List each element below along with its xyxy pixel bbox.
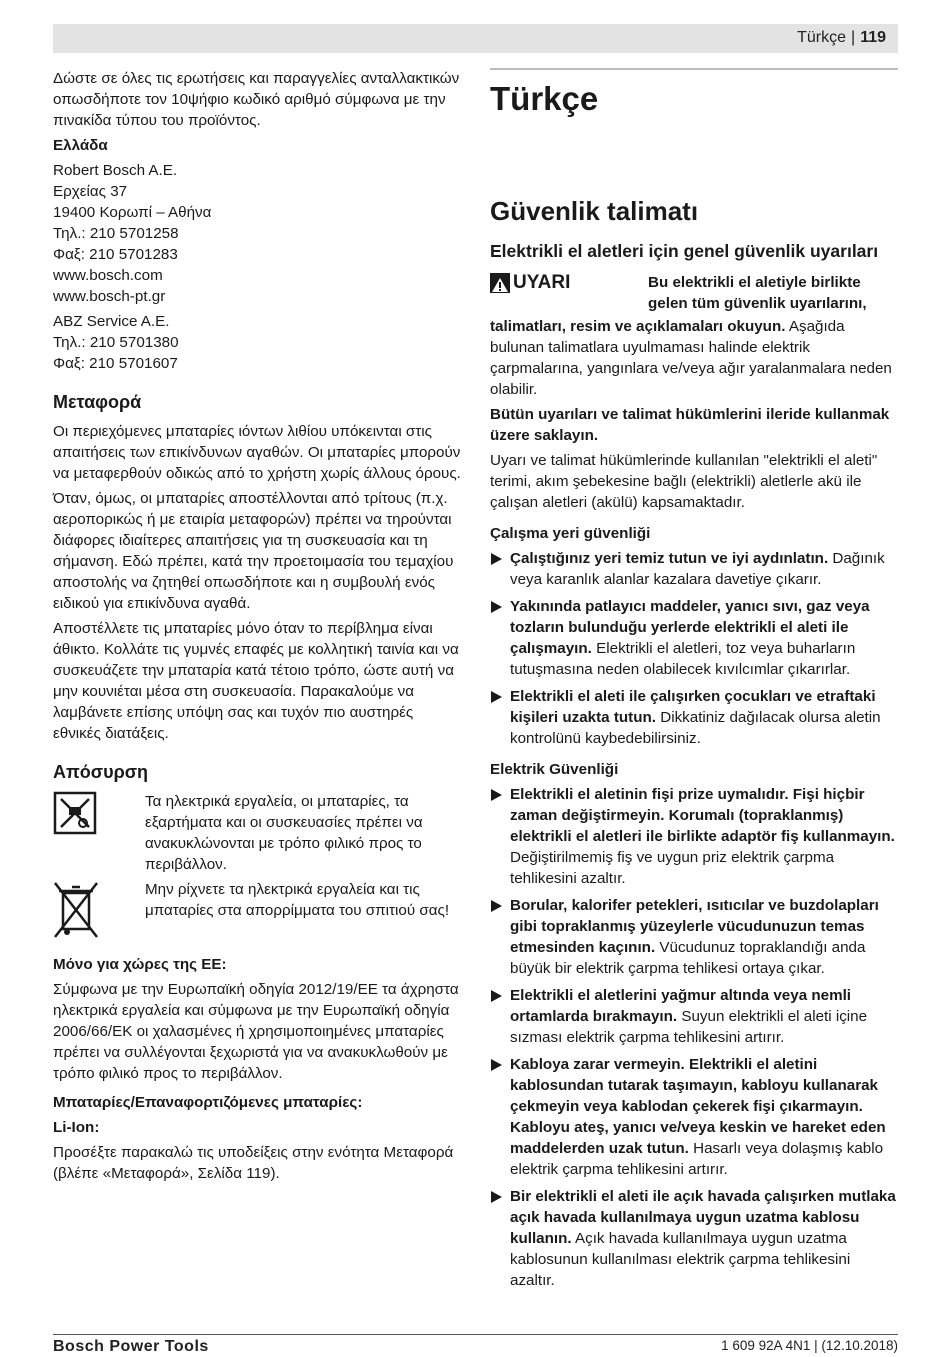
disposal-row — [53, 879, 461, 946]
batteries-heading: Μπαταρίες/Επαναφορτιζόμενες μπαταρίες: — [53, 1094, 363, 1111]
page-header — [53, 24, 898, 53]
address-line: Robert Bosch A.E. — [53, 162, 178, 179]
address-line: Ερχείας 37 — [53, 183, 128, 200]
language-title: Türkçe — [490, 80, 599, 117]
address-line: Τηλ.: 210 5701380 — [53, 334, 179, 351]
country-heading: Ελλάδα — [53, 137, 108, 154]
disposal-row — [53, 791, 461, 875]
bullet-item — [490, 784, 898, 889]
warning-word: UYARI — [513, 272, 571, 293]
main-title: Güvenlik talimatı — [490, 196, 699, 226]
transport-paragraph: Αποστέλλετε τις μπαταρίες μόνο όταν το περίβλημα είναι άθικτο. Κολλάτε τις γυμνές επαφές με κολλητική ταινία και να συσκευάζετε την μπαταρία κατά τέτοιο τρόπο, ώστε αυτή να μην κουνιέται μέσα στη συσκευασία. Παρακαλούμε να λαμβάνετε επίσης υπόψη σας και τυχόν πιο αυστηρές εθνικές διατάξεις. — [53, 620, 459, 742]
bullet-bold: Bir elektrikli el aleti ile açık havada çalışırken mutlaka açık havada kullanılmaya uygun uzatma kablosu kullanın. — [510, 1188, 896, 1247]
header-language: Türkçe — [797, 29, 847, 46]
address-line: 19400 Κορωπί – Αθήνα — [53, 204, 212, 221]
work-area-heading: Çalışma yeri güvenliği — [490, 525, 651, 542]
bullet-text: Değiştirilmemiş fiş ve uygun priz elektrik çarpma tehlikesini azaltır. — [510, 849, 835, 887]
warning-paragraph — [490, 316, 898, 400]
disposal-paragraph: Τα ηλεκτρικά εργαλεία, οι μπαταρίες, τα εξαρτήματα και οι συσκευασίες πρέπει να ανακυκλώνονται με τρόπο φιλικό προς το περιβάλλον. — [145, 793, 423, 873]
warning-bold: talimatları, resim ve açıklamaları okuyun. — [490, 318, 786, 335]
transport-paragraph: Οι περιεχόμενες μπαταρίες ιόντων λιθίου υπόκεινται στις απαιτήσεις των επικίνδυνων αγαθών. Οι μπαταρίες μπορούν να μεταφερθούν οδικώς από το χρήστη χωρίς άλλους όρους. — [53, 423, 461, 482]
crossed-bin-icon — [53, 879, 145, 946]
address-block-1 — [53, 160, 461, 307]
liion-heading: Li-Ion: — [53, 1119, 100, 1136]
bullet-item — [490, 895, 898, 979]
spare-parts-intro: Δώστε σε όλες τις ερωτήσεις και παραγγελίες ανταλλακτικών οπωσδήποτε τον 10ψήφιο κωδικό αριθμό σύμφωνα με την πινακίδα τύπου του προϊόντος. — [53, 70, 460, 129]
keep-instructions: Bütün uyarıları ve talimat hükümlerini ileride kullanmak üzere saklayın. — [490, 406, 890, 444]
disposal-heading: Απόσυρση — [53, 762, 149, 782]
warning-text: Aşağıda bulunan talimatlara uyulmaması halinde elektrik çarpmalarına, yangınlara ve/veya ağır yaralanmalara neden olabilir. — [490, 318, 892, 398]
bullet-text: Dikkatiniz dağılacak olursa aletin kontrolünü kaybedebilirsiniz. — [510, 709, 881, 747]
bullet-text: Vücudunuz topraklandığı anda büyük bir elektrik çarpma tehlikesi ortaya çıkar. — [510, 939, 866, 977]
eu-paragraph: Σύμφωνα με την Ευρωπαϊκή οδηγία 2012/19/ΕΕ τα άχρηστα ηλεκτρικά εργαλεία και σύμφωνα με την Ευρωπαϊκή οδηγία 2006/66/ΕΚ οι χαλασμένες ή χρησιμοποιημένες μπαταρίες πρέπει να συλλέγονται ξεχωριστά για να ανακυκλωθούν με τρόπο φιλικό προς το περιβάλλον. — [53, 981, 459, 1082]
bullet-bold: Elektrikli el aleti ile çalışırken çocukları ve etraftaki kişileri uzakta tutun. — [510, 688, 876, 726]
section-subtitle: Elektrikli el aletleri için genel güvenlik uyarıları — [490, 241, 879, 261]
recycle-tools-icon — [53, 791, 145, 875]
bullet-text: Dağınık veya karanlık alanlar kazalara davetiye çıkarır. — [510, 550, 885, 588]
liion-paragraph: Προσέξτε παρακαλώ τις υποδείξεις στην ενότητα Μεταφορά (βλέπε «Μεταφορά», Σελίδα 119). — [53, 1144, 454, 1182]
electric-safety-heading: Elektrik Güvenliği — [490, 761, 619, 778]
bullet-item — [490, 596, 898, 680]
warning-header — [490, 272, 898, 316]
header-text: Türkçe | 119 — [797, 29, 886, 46]
bullet-bold: Elektrikli el aletlerini yağmur altında veya nemli ortamlarda bırakmayın. — [510, 987, 852, 1025]
page-number: 119 — [860, 29, 886, 46]
address-line: Φαξ: 210 5701283 — [53, 246, 178, 263]
transport-paragraph: Όταν, όμως, οι μπαταρίες αποστέλλονται από τρίτους (π.χ. αεροπορικώς ή με εταιρία μεταφορών) πρέπει να τηρούνται διάφορες ιδιαίτερες απαιτήσεις για τη συσκευασία και τη σήμανση. Εδώ πρέπει, κατά την προετοιμασία του τεμαχίου αποστολής να ζητηθεί οπωσδήποτε και η συμβουλή ενός ειδικού για επικίνδυνα αγαθά. — [53, 490, 454, 612]
address-line: ABZ Service A.E. — [53, 313, 170, 330]
bullet-item — [490, 548, 898, 590]
warning-intro-bold: Bu elektrikli el aletiyle birlikte gelen tüm güvenlik uyarılarını, — [648, 274, 867, 312]
warning-label — [490, 272, 570, 294]
eu-heading: Μόνο για χώρες της ΕΕ: — [53, 956, 227, 973]
address-block-2 — [53, 311, 461, 374]
address-line: www.bosch-pt.gr — [53, 288, 166, 305]
transport-heading: Μεταφορά — [53, 392, 142, 412]
disposal-paragraph: Μην ρίχνετε τα ηλεκτρικά εργαλεία και τις μπαταρίες στα απορρίμματα του σπιτιού σας! — [145, 881, 450, 919]
address-line: Φαξ: 210 5701607 — [53, 355, 178, 372]
definition-paragraph: Uyarı ve talimat hükümlerinde kullanılan "elektrikli el aleti" terimi, akım şebekesine bağlı (elektrikli) aletlerle akü ile çalışan aletleri (akülü) kapsamaktadır. — [490, 452, 878, 511]
bullet-bold: Yakınında patlayıcı maddeler, yanıcı sıvı, gaz veya tozların bulunduğu yerlerde elektrikli el aleti ile çalışmayın. — [510, 598, 870, 657]
bullet-item — [490, 686, 898, 749]
right-column — [490, 68, 898, 1291]
bullet-item — [490, 1054, 898, 1180]
bullet-bold: Çalıştığınız yeri temiz tutun ve iyi aydınlatın. — [510, 550, 829, 567]
left-column — [53, 68, 461, 1184]
footer-brand: Bosch Power Tools — [53, 1338, 209, 1355]
bullet-item — [490, 1186, 898, 1291]
address-line: www.bosch.com — [53, 267, 163, 284]
bullet-text: Suyun elektrikli el aleti içine sızması elektrik çarpma tehlikesini artırır. — [510, 1008, 868, 1046]
bullet-item — [490, 985, 898, 1048]
bullet-bold: Elektrikli el aletinin fişi prize uymalıdır. Fişi hiçbir zaman değiştirmeyin. Korumalı (topraklanmış) elektrikli el aletleri ile birlikte adaptör fiş kullanmayın. — [510, 786, 895, 845]
bullet-bold: Kabloya zarar vermeyin. Elektrikli el aletini kablosundan tutarak taşımayın, kabloyu kullanarak çekmeyin veya kablodan çekerek fişi çıkarmayın. Kabloyu ateş, yanıcı ve/veya keskin ve hareket eden maddelerden uzak tutun. — [510, 1056, 886, 1157]
bullet-text: Hasarlı veya dolaşmış kablo elektrik çarpma tehlikesini artırır. — [510, 1140, 884, 1178]
bullet-bold: Borular, kalorifer petekleri, ısıtıcılar ve buzdolapları gibi topraklanmış yüzeylerle vücudunuzun temas etmesinden kaçının. — [510, 897, 879, 956]
address-line: Τηλ.: 210 5701258 — [53, 225, 179, 242]
warning-icon — [490, 273, 510, 293]
bullet-text: Açık havada kullanılmaya uygun uzatma kablosunun kullanılması elektrik çarpma tehlikesini azaltır. — [510, 1230, 851, 1289]
bullet-text: Elektrikli el aletleri, toz veya buharların tutuşmasına neden olabilecek kıvılcımlar çıkarırlar. — [510, 640, 856, 678]
footer-doc-code: 1 609 92A 4N1 | (12.10.2018) — [721, 1338, 898, 1353]
footer-rule — [53, 1334, 898, 1335]
